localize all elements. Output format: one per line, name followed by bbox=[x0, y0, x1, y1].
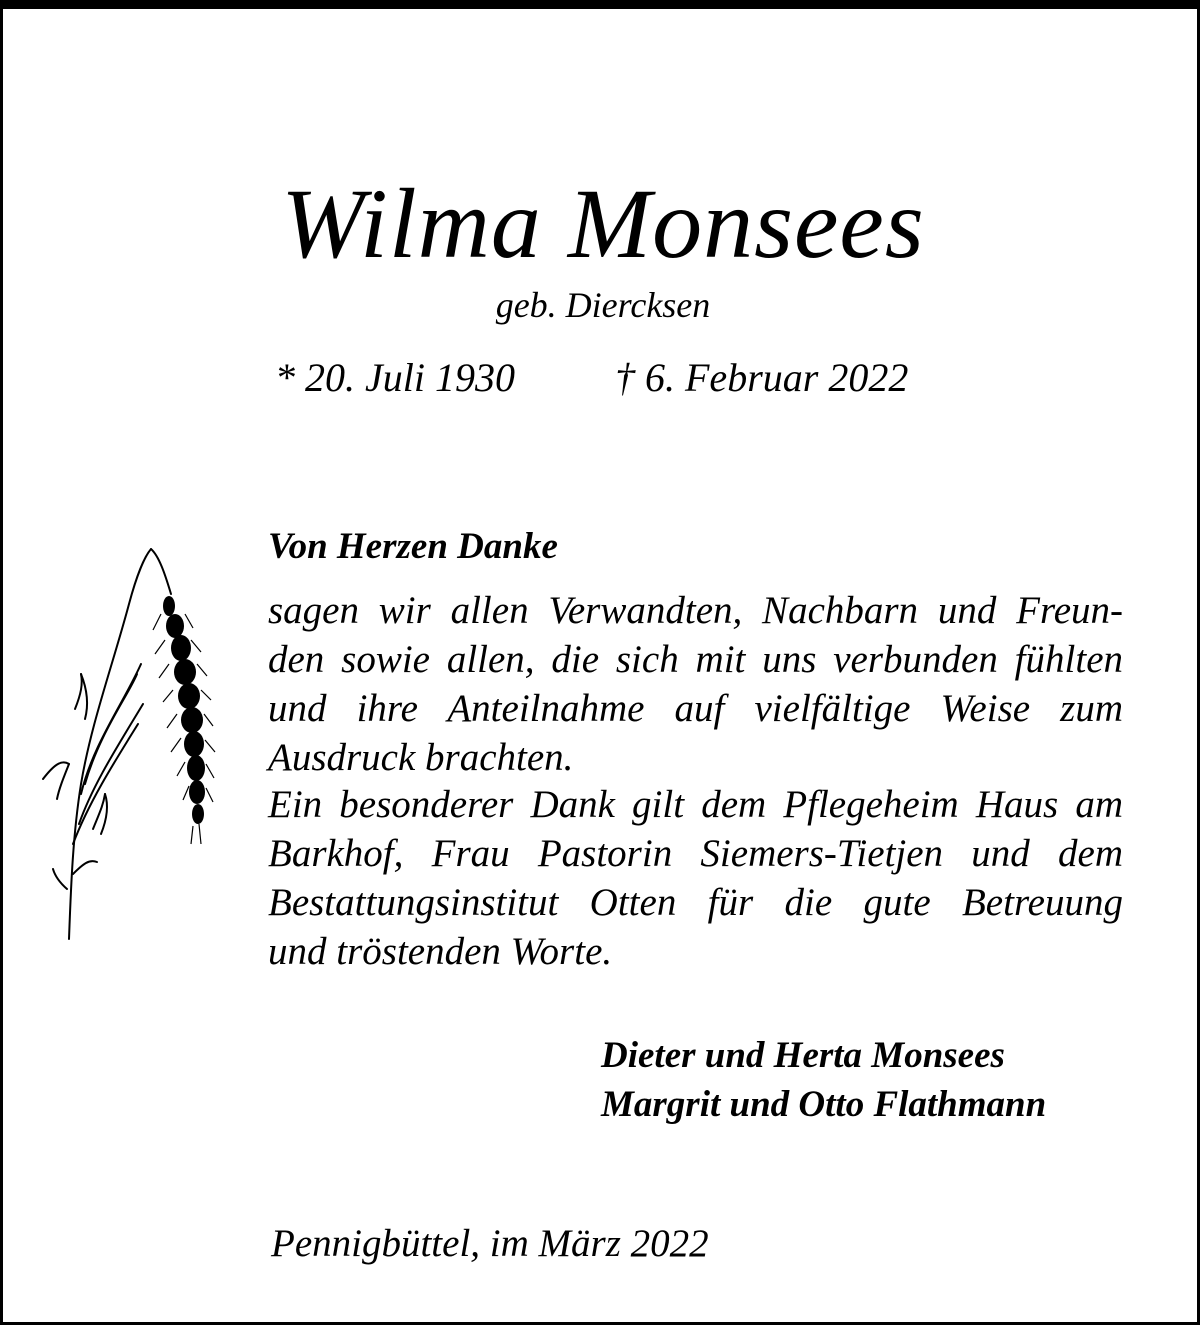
birth-name: geb. Diercksen bbox=[495, 285, 711, 325]
birth-date: * 20. Juli 1930 bbox=[275, 355, 515, 400]
signer-name: Dieter und Herta Monsees bbox=[601, 1035, 1005, 1076]
thanks-paragraph-1 bbox=[268, 586, 1123, 782]
thanks-heading: Von Herzen Danke bbox=[268, 526, 558, 567]
thanks-paragraph-2 bbox=[268, 780, 1123, 976]
paragraph-line: Ausdruck brachten. bbox=[268, 736, 574, 779]
grass-ear-icon bbox=[33, 544, 233, 944]
signer-name: Margrit und Otto Flathmann bbox=[601, 1084, 1047, 1125]
paragraph-line: den sowie allen, die sich mit uns verbunden fühlten bbox=[268, 638, 1123, 681]
paragraph-line: und tröstenden Worte. bbox=[268, 930, 613, 973]
paragraph-line: sagen wir allen Verwandten, Nachbarn und Freun- bbox=[268, 589, 1123, 632]
paragraph-line: und ihre Anteilnahme auf vielfältige Weise zum bbox=[268, 687, 1123, 730]
paragraph-line: Bestattungsinstitut Otten für die gute Betreuung bbox=[268, 881, 1123, 924]
death-date: † 6. Februar 2022 bbox=[615, 355, 909, 400]
place-and-date: Pennigbüttel, im März 2022 bbox=[271, 1222, 709, 1265]
paragraph-line: Ein besonderer Dank gilt dem Pflegeheim Haus am bbox=[268, 783, 1123, 826]
paragraph-line: Barkhof, Frau Pastorin Siemers-Tietjen und dem bbox=[268, 832, 1123, 875]
signers-block bbox=[601, 1031, 1046, 1129]
deceased-name: Wilma Monsees bbox=[281, 168, 925, 279]
